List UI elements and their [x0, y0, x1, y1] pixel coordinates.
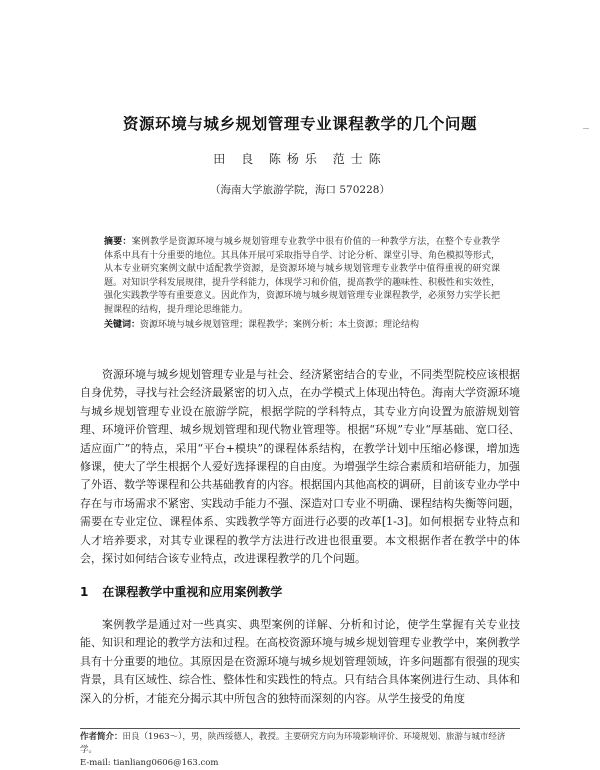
- abstract-block: [104, 236, 500, 332]
- keywords-label: 关键词：: [104, 319, 141, 330]
- abstract-paragraph: [104, 236, 500, 318]
- abstract-label: 摘要：: [104, 237, 132, 247]
- footnote-text: 田良（1963～），男，陕西绥德人，教授。主要研究方向为环境影响评价、环境规划、旅游与城市经济学。: [80, 732, 506, 755]
- keywords-text: 资源环境与城乡规划管理；课程教学；案例分析；本土资源；理论结构: [140, 319, 420, 330]
- section-title: 在课程教学中重视和应用案例教学: [102, 585, 283, 599]
- section-heading: [80, 583, 282, 600]
- paper-title: 资源环境与城乡规划管理专业课程教学的几个问题: [122, 115, 478, 133]
- paper-affiliation: （海南大学旅游学院，海口 570228）: [210, 184, 390, 196]
- abstract-text: 案例教学是资源环境与城乡规划管理专业教学中很有价值的一种教学方法，在整个专业教学体系中具有十分重要的地位。其具体开展可采取指导自学、讨论分析、课堂引导、角色模拟等形式，从本专业研究案例文献中适配教学资源，是资源环境与城乡规划管理专业教学中值得重视的研究课题。对知识学科发展规律，提升学科能力，体现学习和价值，提高教学的趣味性、积极性和实效性，强化实践教学等有重要意义。因此作为，资源环境与城乡规划管理专业课程教学，必须努力实学长把握课程的结构，提升理论思维能力。: [104, 237, 501, 315]
- intro-section: [80, 366, 520, 568]
- intro-paragraph: 资源环境与城乡规划管理专业是与社会、经济紧密结合的专业，不同类型院校应该根据自身优势，寻找与社会经济最紧密的切入点，在办学模式上体现出特色。海南大学资源环境与城乡规划管理专业设在旅游学院，根据学院的学科特点，其专业方向设置为旅游规划管理、环境评价管理、城乡规划管理和现代物业管理等。根据“环规”专业“厚基础、宽口径、适应面广”的特点，采用“平台+模块”的课程体系结构，在教学计划中压缩必修课，增加选修课，使大了学生根据个人爱好选择课程的自由度。为增强学生综合素质和培研能力，加强了外语、数学等课程和公共基础教育的内容。根据国内其他高校的调研，目前该专业办学中存在与市场需求不紧密、实践动手能力不强、深造对口专业不明确、课程结构失衡等问题，需要在专业定位、课程体系、实践教学等方面进行必要的改革[1-3]。如何根据专业特点和人才培养要求，对其专业课程的教学方法进行改进也很重要。本文根据作者在教学中的体会，探讨如何结合该专业特点，改进课程教学的几个问题。: [80, 368, 520, 566]
- footnote-label: 作者简介：: [80, 732, 123, 742]
- footnote-divider: [80, 728, 520, 729]
- section-1-body: [80, 616, 520, 708]
- author-footnote: [80, 731, 520, 770]
- section-number: 1: [80, 585, 89, 599]
- paper-authors: 田 良 陈杨乐 范士陈: [213, 152, 387, 166]
- footnote-line: [80, 731, 520, 757]
- footnote-email: E-mail: tianliang0606@163.com: [80, 758, 219, 768]
- section-1-paragraph: 案例教学是通过对一些真实、典型案例的详解、分析和讨论，使学生掌握有关专业技能、知识和理论的教学方法和过程。在高校资源环境与城乡规划管理专业教学中，案例教学具有十分重要的地位。其原因是在资源环境与城乡规划管理领域，许多问题都有很强的现实背景，具有区域性、综合性、整体性和实践性的特点。只有结合具体案例进行生动、具体和深入的分析，才能充分揭示其中所包含的独特而深刻的内容。从学生接受的角度: [80, 618, 520, 705]
- keywords-line: [104, 319, 500, 333]
